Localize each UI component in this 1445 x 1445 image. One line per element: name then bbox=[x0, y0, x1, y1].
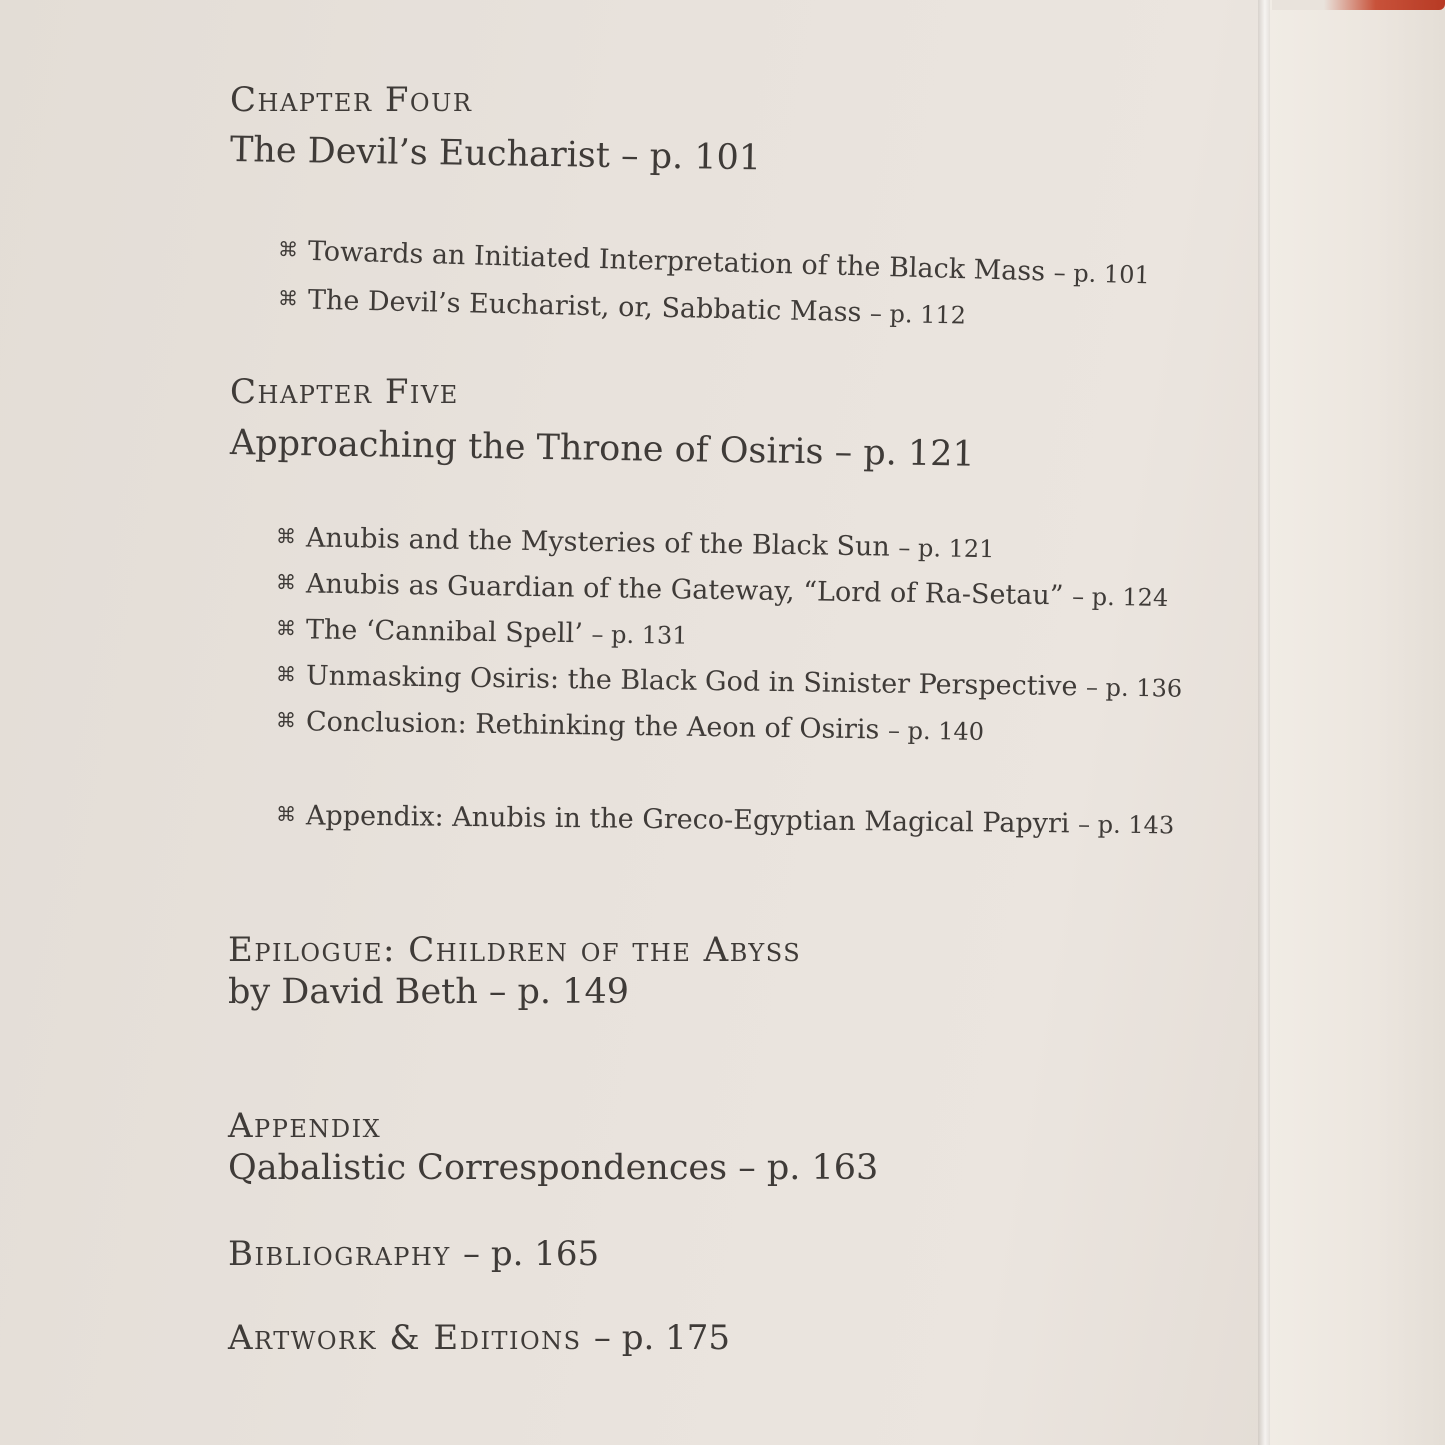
ornament-bullet-icon: ⌘ bbox=[275, 524, 297, 549]
bibliography-label: Bibliography bbox=[228, 1234, 451, 1274]
ornament-bullet-icon: ⌘ bbox=[275, 570, 297, 595]
entry-title: The ‘Cannibal Spell’ bbox=[305, 614, 584, 650]
appendix-label: Appendix bbox=[228, 1106, 382, 1146]
cover-corner bbox=[1272, 0, 1445, 10]
entry-title: Unmasking Osiris: the Black God in Sinister Perspective bbox=[305, 660, 1078, 703]
entry-title: The Devil’s Eucharist, or, Sabbatic Mass bbox=[307, 284, 862, 329]
entry-title: Towards an Initiated Interpretation of the Black Mass bbox=[307, 235, 1046, 288]
entry-page: – p. 143 bbox=[1077, 810, 1175, 840]
ornament-bullet-icon: ⌘ bbox=[277, 237, 299, 262]
entry-page: – p. 140 bbox=[887, 716, 985, 746]
ornament-bullet-icon: ⌘ bbox=[277, 286, 299, 311]
ornament-bullet-icon: ⌘ bbox=[275, 708, 297, 733]
facing-page bbox=[1270, 0, 1445, 1445]
entry-title: Conclusion: Rethinking the Aeon of Osiris bbox=[305, 706, 880, 746]
entry-page: – p. 112 bbox=[869, 299, 967, 330]
chapter-five-title: Approaching the Throne of Osiris – p. 121 bbox=[229, 423, 976, 475]
entry-title: Anubis as Guardian of the Gateway, “Lord of Ra-Setau” bbox=[305, 568, 1064, 612]
toc-entry bbox=[276, 614, 688, 651]
ornament-bullet-icon: ⌘ bbox=[275, 616, 297, 641]
ornament-bullet-icon: ⌘ bbox=[275, 662, 297, 687]
ornament-bullet-icon: ⌘ bbox=[275, 802, 297, 827]
entry-page: – p. 131 bbox=[591, 620, 688, 650]
artwork-entry bbox=[228, 1318, 730, 1358]
entry-title: Appendix: Anubis in the Greco-Egyptian Magical Papyri bbox=[305, 800, 1070, 840]
entry-page: – p. 101 bbox=[1053, 258, 1151, 290]
bibliography-page: – p. 165 bbox=[463, 1234, 600, 1274]
epilogue-byline: by David Beth – p. 149 bbox=[228, 972, 629, 1012]
chapter-four-title: The Devil’s Eucharist – p. 101 bbox=[229, 130, 762, 179]
entry-page: – p. 124 bbox=[1071, 582, 1169, 613]
epilogue-label: Epilogue: Children of the Abyss bbox=[228, 930, 802, 970]
artwork-page: – p. 175 bbox=[593, 1318, 730, 1358]
chapter-five-label: Chapter Five bbox=[230, 372, 459, 412]
appendix-title: Qabalistic Correspondences – p. 163 bbox=[228, 1148, 879, 1188]
entry-page: – p. 121 bbox=[898, 533, 995, 564]
bibliography-entry bbox=[228, 1234, 599, 1274]
entry-title: Anubis and the Mysteries of the Black Sun bbox=[305, 522, 891, 563]
chapter-four-label: Chapter Four bbox=[230, 80, 473, 120]
artwork-label: Artwork & Editions bbox=[228, 1318, 582, 1358]
entry-page: – p. 136 bbox=[1085, 673, 1183, 703]
